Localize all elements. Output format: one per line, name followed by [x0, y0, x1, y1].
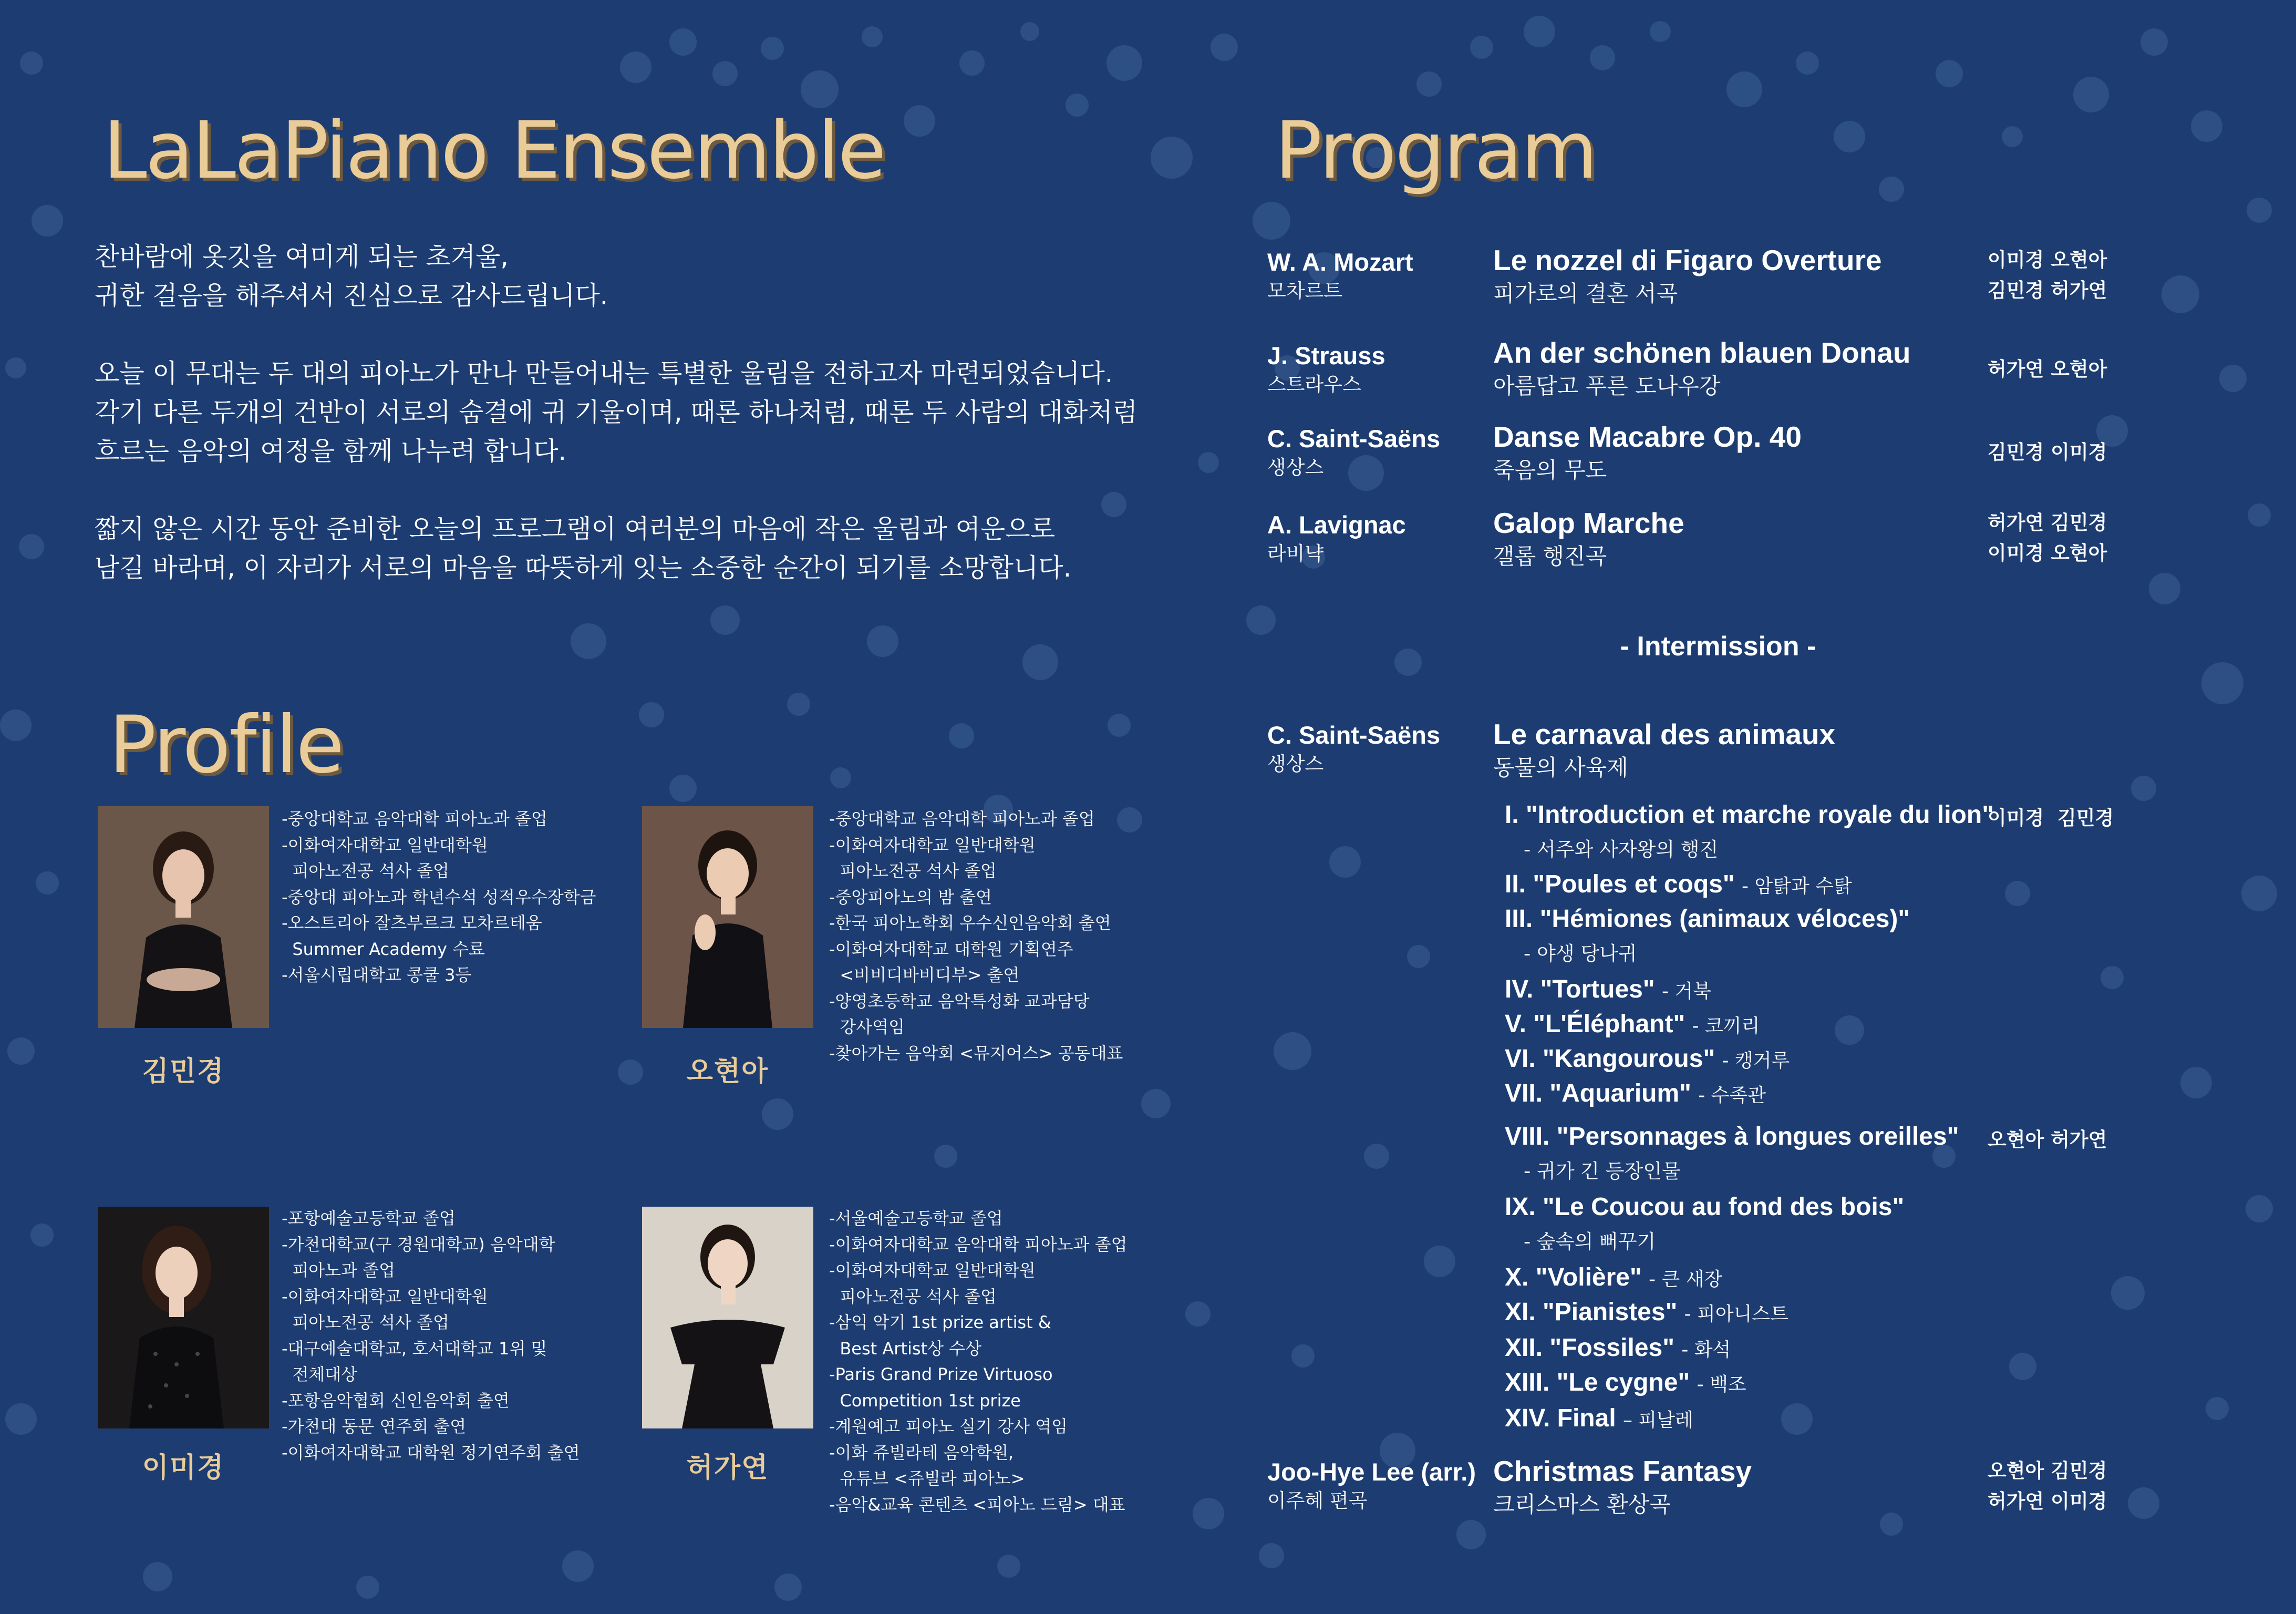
program-work: An der schönen blauen Donau 아름답고 푸른 도나우강: [1493, 336, 1911, 399]
program-performers: 오현아 허가연: [1988, 1128, 2107, 1151]
movement: IX. "Le Coucou au fond des bois": [1505, 1193, 1905, 1221]
program-composer: C. Saint-Saëns 생상스: [1267, 721, 1441, 775]
program-title: Program: [1275, 105, 1596, 197]
movement: I. "Introduction et marche royale du lion": [1505, 801, 1994, 829]
name-heo-gayeon: 허가연: [686, 1452, 769, 1484]
movement: XIII. "Le cygne" - 백조: [1505, 1369, 1746, 1396]
name-kim-minkyung: 김민경: [142, 1056, 225, 1087]
program-composer: W. A. Mozart 모차르트: [1267, 248, 1413, 302]
movement: X. "Volière" - 큰 새장: [1505, 1263, 1723, 1291]
movement: VI. "Kangourous" - 캥거루: [1505, 1045, 1790, 1073]
program-composer: A. Lavignac 라비냑: [1267, 511, 1406, 565]
movement: III. "Hémiones (animaux véloces)": [1505, 905, 1910, 933]
program-performers: 허가연 김민경 이미경 오현아: [1988, 511, 2107, 564]
movement: IV. "Tortues" - 거북: [1505, 975, 1711, 1003]
bio-heo-gayeon: -서울예술고등학교 졸업 -이화여자대학교 음악대학 피아노과 졸업 -이화여자대학교 일반대학원 피아노전공 석사 졸업 -삼익 악기 1st prize artist & Best Artist상 수상 -Paris Grand Prize Virtuoso Competition 1st prize -계원예고 피아노 실기 강사 역임 -이화 쥬빌라테 음악학원, 유튜브 <쥬빌라 피아노> -음악&교육 콘텐츠 <피아노 드림> 대표: [829, 1208, 1128, 1515]
movement-subtitle: - 서주와 사자왕의 행진: [1524, 838, 1719, 861]
movement: VIII. "Personnages à longues oreilles": [1505, 1123, 1959, 1150]
movement-subtitle: - 귀가 긴 등장인물: [1524, 1160, 1681, 1183]
program-work: Le carnaval des animaux 동물의 사육제: [1493, 718, 1836, 780]
program-work: Danse Macabre Op. 40 죽음의 무도: [1493, 420, 1802, 483]
ensemble-title: LaLaPiano Ensemble: [103, 105, 885, 197]
movement-subtitle: - 야생 당나귀: [1524, 942, 1637, 965]
intermission-label: - Intermission -: [1620, 631, 1816, 662]
profile-title: Profile: [109, 700, 343, 791]
program-work: Christmas Fantasy 크리스마스 환상곡: [1493, 1455, 1752, 1517]
movement: II. "Poules et coqs" - 암탉과 수탉: [1505, 870, 1852, 898]
intro-paragraph-1: 찬바람에 옷깃을 여미게 되는 초겨울, 귀한 걸음을 해주셔서 진심으로 감사드립니다.: [95, 242, 608, 311]
movement: XIV. Final – 피날레: [1505, 1404, 1693, 1432]
program-work: Galop Marche 갤롭 행진곡: [1493, 507, 1684, 569]
movement: VII. "Aquarium" - 수족관: [1505, 1080, 1766, 1107]
program-work: Le nozzel di Figaro Overture 피가로의 결혼 서곡: [1493, 244, 1882, 306]
program-performers: 김민경 이미경: [1988, 441, 2107, 464]
bio-oh-hyuna: -중앙대학교 음악대학 피아노과 졸업 -이화여자대학교 일반대학원 피아노전공 석사 졸업 -중앙피아노의 밤 출연 -한국 피아노학회 우수신인음악회 출연 -이화여자대학교 대학원 기획연주 <비비디바비디부> 출연 -양영초등학교 음악특성화 교과담당 강사역임 -찾아가는 음악회 <뮤지어스> 공동대표: [829, 809, 1123, 1063]
bio-lee-mikyung: -포항예술고등학교 졸업 -가천대학교(구 경원대학교) 음악대학 피아노과 졸업 -이화여자대학교 일반대학원 피아노전공 석사 졸업 -대구예술대학교, 호서대학교 1위 및 전체대상 -포항음악협회 신인음악회 출연 -가천대 동문 연주회 출연 -이화여자대학교 대학원 정기연주회 출연: [282, 1208, 580, 1463]
movement: V. "L'Éléphant" - 코끼리: [1505, 1010, 1760, 1038]
program-composer: C. Saint-Saëns 생상스: [1267, 425, 1441, 479]
intro-paragraph-2: 오늘 이 무대는 두 대의 피아노가 만나 만들어내는 특별한 울림을 전하고자 마련되었습니다. 각기 다른 두개의 건반이 서로의 숨결에 귀 기울이며, 때론 하나처럼, 때론 두 사람의 대화처럼 흐르는 음악의 여정을 함께 나누려 합니다.: [95, 358, 1137, 466]
intro-paragraph-3: 짧지 않은 시간 동안 준비한 오늘의 프로그램이 여러분의 마음에 작은 울림과 여운으로 남길 바라며, 이 자리가 서로의 마음을 따뜻하게 잇는 소중한 순간이 되기를 소망합니다.: [95, 514, 1072, 583]
name-oh-hyuna: 오현아: [686, 1056, 769, 1087]
movement-subtitle: - 숲속의 뻐꾸기: [1524, 1230, 1656, 1253]
program-performers: 이미경 오현아 김민경 허가연: [1988, 249, 2107, 302]
program-performers: 허가연 오현아: [1988, 358, 2107, 381]
program-performers: 이미경 김민경: [1988, 807, 2114, 829]
program-composer: J. Strauss 스트라우스: [1267, 342, 1385, 396]
movement: XI. "Pianistes" - 피아니스트: [1505, 1298, 1788, 1326]
movement: XII. "Fossiles" - 화석: [1505, 1334, 1731, 1362]
program-composer: Joo-Hye Lee (arr.) 이주혜 편곡: [1267, 1458, 1476, 1512]
bio-kim-minkyung: -중앙대학교 음악대학 피아노과 졸업 -이화여자대학교 일반대학원 피아노전공 석사 졸업 -중앙대 피아노과 학년수석 성적우수장학금 -오스트리아 잘츠부르크 모차르테움 Summer Academy 수료 -서울시립대학교 콩쿨 3등: [282, 809, 596, 985]
name-lee-mikyung: 이미경: [142, 1452, 225, 1484]
program-performers: 오현아 김민경 허가연 이미경: [1988, 1459, 2107, 1513]
